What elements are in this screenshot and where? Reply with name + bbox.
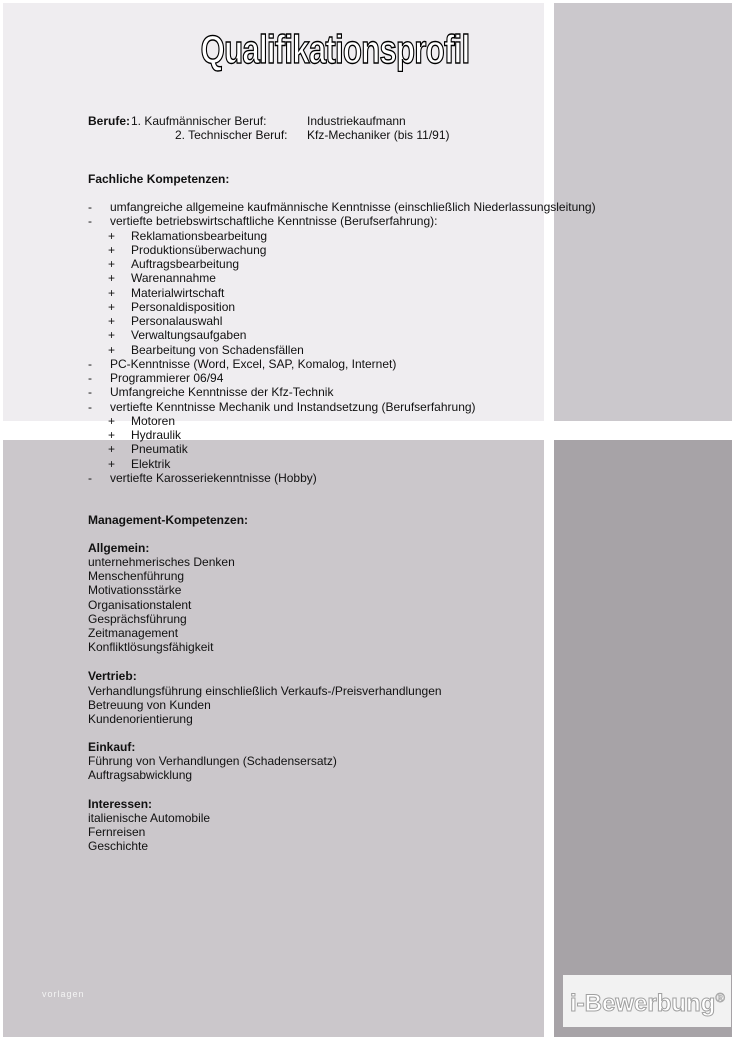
list-item: Warenannahme (131, 271, 216, 285)
list-item: Gesprächsführung (88, 612, 187, 626)
management-kompetenzen-heading: Management-Kompetenzen: (88, 513, 249, 527)
list-bullet: + (108, 428, 116, 442)
background-panel-bottom-right (554, 440, 732, 1037)
watermark: vorlagen (42, 989, 85, 999)
list-bullet: - (88, 357, 92, 371)
page-title: Qualifikationsprofil (200, 28, 470, 72)
list-bullet: - (88, 200, 92, 214)
list-item: vertiefte Kenntnisse Mechanik und Instandsetzung (Berufserfahrung) (110, 400, 476, 414)
list-item: Auftragsbearbeitung (131, 257, 240, 271)
beruf-2-name: 2. Technischer Beruf: (175, 128, 288, 142)
list-bullet: + (108, 257, 116, 271)
i-bewerbung-logo (570, 990, 725, 1018)
registered-mark: ® (715, 990, 725, 1005)
list-item: Programmierer 06/94 (110, 371, 224, 385)
list-bullet: - (88, 385, 92, 399)
fachliche-kompetenzen-heading: Fachliche Kompetenzen: (88, 172, 230, 186)
einkauf-heading: Einkauf: (88, 740, 136, 754)
beruf-1-name: 1. Kaufmännischer Beruf: (131, 114, 267, 128)
list-item: Motivationsstärke (88, 583, 182, 597)
list-item: Reklamationsbearbeitung (131, 229, 268, 243)
list-bullet: - (88, 214, 92, 228)
list-item: Verhandlungsführung einschließlich Verkaufs-/Preisverhandlungen (88, 684, 442, 698)
list-bullet: + (108, 328, 116, 342)
list-item: Geschichte (88, 839, 149, 853)
list-bullet: + (108, 457, 116, 471)
berufe-label: Berufe: (88, 114, 131, 128)
list-item: Betreuung von Kunden (88, 698, 211, 712)
list-item: Auftragsabwicklung (88, 768, 193, 782)
list-item: Verwaltungsaufgaben (131, 328, 247, 342)
vertrieb-heading: Vertrieb: (88, 669, 137, 683)
list-item: Motoren (131, 414, 176, 428)
list-item: Pneumatik (131, 442, 188, 456)
list-bullet: + (108, 271, 116, 285)
list-item: Materialwirtschaft (131, 286, 225, 300)
list-item: Kundenorientierung (88, 712, 193, 726)
list-item: Führung von Verhandlungen (Schadensersatz) (88, 754, 337, 768)
list-item: vertiefte Karosseriekenntnisse (Hobby) (110, 471, 317, 485)
list-item: Fernreisen (88, 825, 146, 839)
list-bullet: - (88, 471, 92, 485)
list-bullet: + (108, 229, 116, 243)
list-item: Menschenführung (88, 569, 185, 583)
list-item: Personalauswahl (131, 314, 223, 328)
beruf-1-value: Industriekaufmann (307, 114, 406, 128)
list-bullet: + (108, 343, 116, 357)
interessen-heading: Interessen: (88, 797, 153, 811)
list-bullet: + (108, 286, 116, 300)
logo-text: i-Bewerbung (570, 990, 716, 1017)
list-item: Umfangreiche Kenntnisse der Kfz-Technik (110, 385, 334, 399)
list-item: PC-Kenntnisse (Word, Excel, SAP, Komalog, Internet) (110, 357, 397, 371)
list-item: Konfliktlösungsfähigkeit (88, 640, 214, 654)
list-bullet: + (108, 442, 116, 456)
beruf-2-value: Kfz-Mechaniker (bis 11/91) (307, 128, 450, 142)
list-item: vertiefte betriebswirtschaftliche Kenntnisse (Berufserfahrung): (110, 214, 438, 228)
list-item: Produktionsüberwachung (131, 243, 267, 257)
list-item: Personaldisposition (131, 300, 236, 314)
list-bullet: + (108, 314, 116, 328)
list-bullet: + (108, 300, 116, 314)
list-item: Zeitmanagement (88, 626, 179, 640)
list-item: italienische Automobile (88, 811, 211, 825)
list-item: Bearbeitung von Schadensfällen (131, 343, 304, 357)
list-item: Elektrik (131, 457, 171, 471)
list-bullet: - (88, 400, 92, 414)
list-bullet: + (108, 414, 116, 428)
background-panel-bottom-left (3, 440, 544, 1037)
list-item: umfangreiche allgemeine kaufmännische Kenntnisse (einschließlich Niederlassungsleitung) (110, 200, 596, 214)
list-item: Organisationstalent (88, 598, 192, 612)
list-bullet: - (88, 371, 92, 385)
allgemein-heading: Allgemein: (88, 541, 150, 555)
list-item: Hydraulik (131, 428, 182, 442)
list-item: unternehmerisches Denken (88, 555, 235, 569)
list-bullet: + (108, 243, 116, 257)
